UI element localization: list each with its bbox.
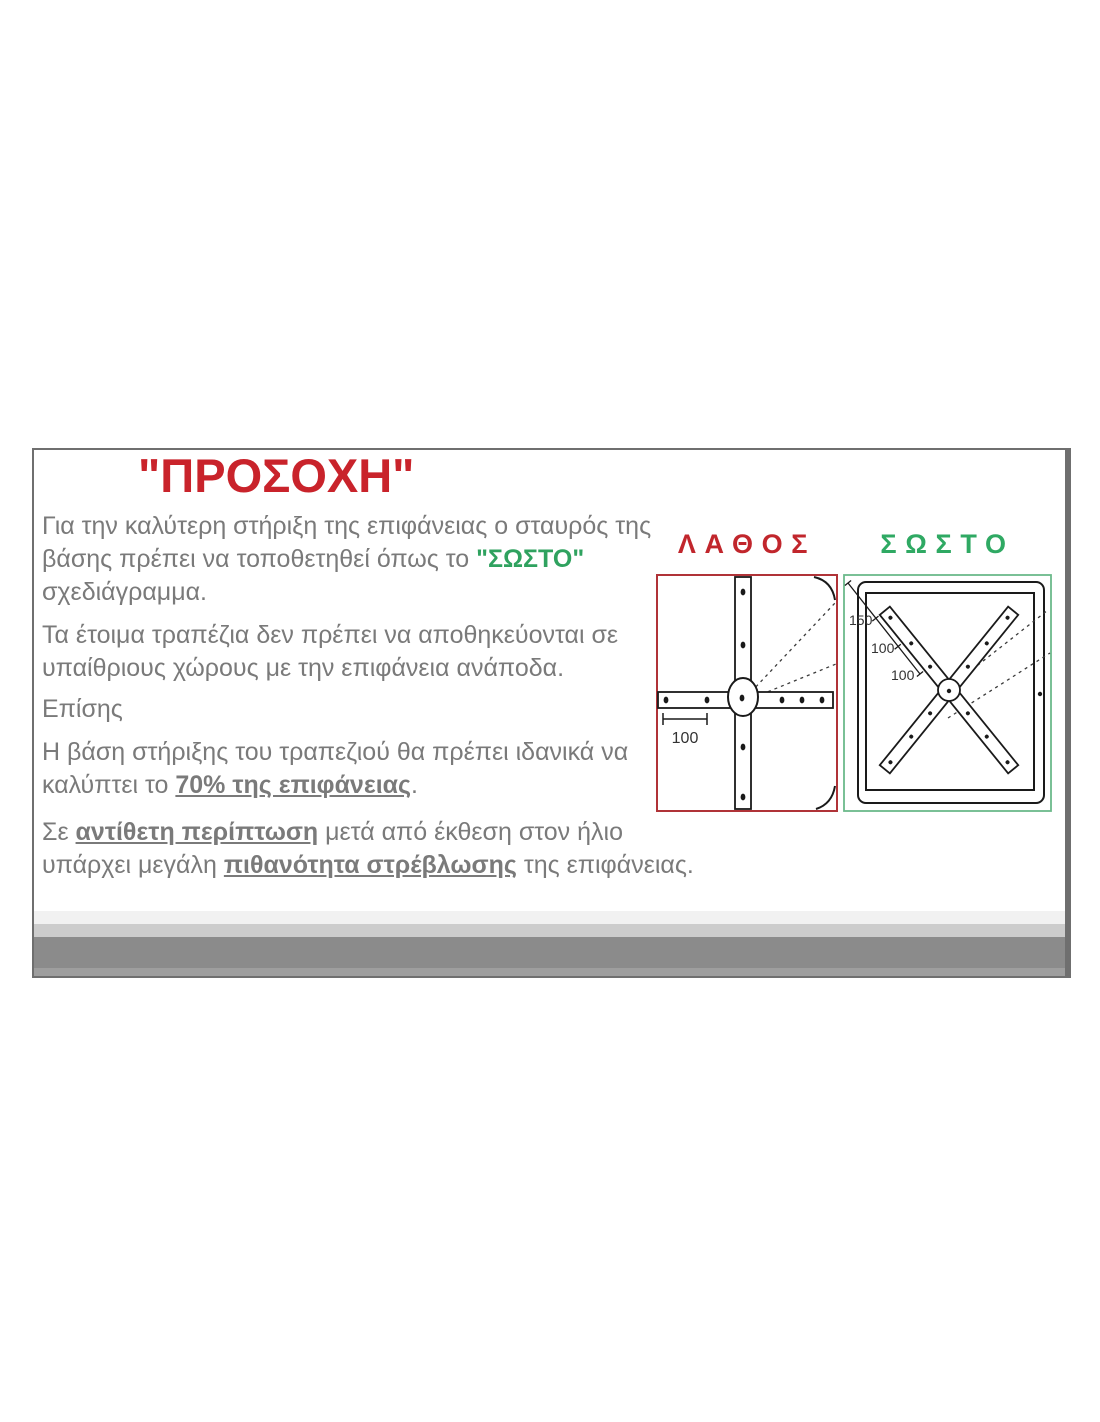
wrong-dim-100: 100: [671, 730, 699, 747]
paragraph-also: Επίσης: [42, 695, 123, 723]
p1-after: σχεδιάγραμμα.: [42, 578, 208, 606]
paragraph-support: [42, 510, 694, 609]
paragraph-warp-warning: [42, 816, 694, 882]
p4-before: Η βάση στήριξης του τραπεζιού θα πρέπει ιδανικά να καλύπτει το: [42, 738, 629, 799]
p5-s2: μετά από έκθεση στον ήλιο υπάρχει μεγάλη: [42, 818, 623, 879]
p5-s3: της επιφάνειας.: [516, 851, 694, 879]
correct-dim-150: 150: [849, 612, 873, 628]
correct-diagram-svg: [843, 574, 1052, 812]
footer-strip-light: [34, 911, 1065, 924]
wrong-diagram-svg: [656, 574, 838, 812]
notice-text-column: [42, 502, 694, 882]
wrong-diagram: [656, 574, 838, 812]
correct-dim-100b: 100: [891, 667, 915, 683]
correct-dim-100a: 100: [871, 640, 895, 656]
correct-diagram: [843, 574, 1052, 812]
notice-box: [32, 448, 1071, 978]
p1-correct-highlight: "ΣΩΣΤΟ": [476, 545, 585, 573]
p5-s1: Σε: [42, 818, 76, 846]
footer-strips: [34, 911, 1065, 976]
p4-emphasis: 70% της επιφάνειας: [175, 771, 412, 799]
notice-title: "ΠΡΟΣΟΧΗ": [138, 449, 415, 502]
footer-strip-medium: [34, 924, 1065, 937]
paragraph-base-coverage: [42, 736, 694, 802]
paragraph-storage: Τα έτοιμα τραπέζια δεν πρέπει να αποθηκεύονται σε υπαίθριους χώρους με την επιφάνεια ανάποδα.: [42, 621, 619, 682]
correct-diagram-label: ΣΩΣΤΟ: [880, 529, 1015, 559]
wrong-diagram-label: ΛΑΘΟΣ: [677, 529, 817, 559]
p4-after: .: [411, 771, 418, 799]
p5-emphasis-1: αντίθετη περίπτωση: [75, 818, 319, 846]
footer-strip-dark: [34, 937, 1065, 968]
p5-emphasis-2: πιθανότητα στρέβλωσης: [223, 851, 517, 879]
p1-before: Για την καλύτερη στήριξη της επιφάνειας ο σταυρός της βάσης πρέπει να τοποθετηθεί όπως το: [42, 512, 652, 573]
footer-strip-shadow: [34, 968, 1065, 976]
